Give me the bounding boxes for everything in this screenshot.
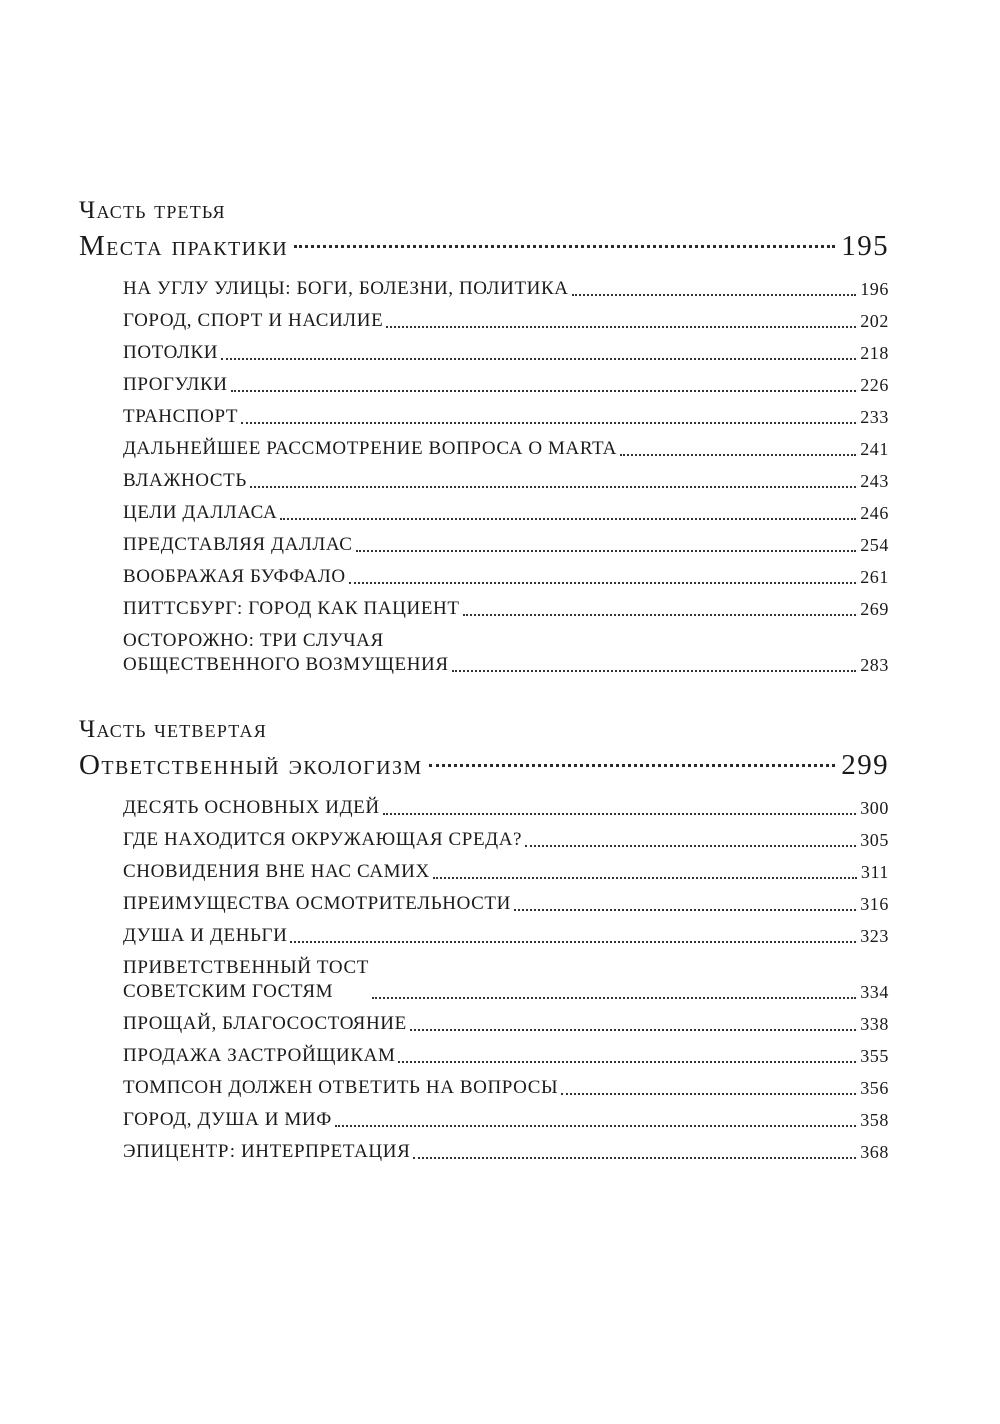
- entry-title: ПРЕИМУЩЕСТВА ОСМОТРИТЕЛЬНОСТИ: [123, 893, 511, 914]
- entry-title: ЭПИЦЕНТР: ИНТЕРПРЕТАЦИЯ: [123, 1141, 411, 1162]
- toc-part-three: [79, 196, 889, 677]
- entry-title: ПРОЩАЙ, БЛАГОСОСТОЯНИЕ: [123, 1013, 407, 1034]
- toc-entry[interactable]: [123, 309, 889, 333]
- entry-page-number: 218: [860, 343, 889, 363]
- entry-page-number: 269: [860, 599, 889, 619]
- entry-title: ВООБРАЖАЯ БУФФАЛО: [123, 566, 346, 587]
- dot-leader: [410, 1029, 856, 1031]
- entry-page-number: 196: [860, 279, 889, 299]
- entry-page-number: 316: [860, 894, 889, 914]
- part-title: Места практики: [79, 230, 289, 262]
- entry-page-number: 241: [860, 439, 889, 459]
- toc-entry[interactable]: [123, 469, 889, 493]
- entry-title: НА УГЛУ УЛИЦЫ: БОГИ, БОЛЕЗНИ, ПОЛИТИКА: [123, 278, 569, 299]
- entry-title: ПРИВЕТСТВЕННЫЙ ТОСТ СОВЕТСКИМ ГОСТЯМ: [123, 957, 369, 1002]
- part-title: Ответственный экологизм: [79, 749, 423, 781]
- toc-entry[interactable]: [123, 1140, 889, 1164]
- part-page-number: 195: [841, 230, 889, 262]
- dot-leader: [572, 294, 857, 296]
- dot-leader: [514, 909, 856, 911]
- dot-leader: [413, 1157, 856, 1159]
- toc-entry[interactable]: [123, 924, 889, 948]
- dot-leader: [386, 326, 856, 328]
- dot-leader: [429, 764, 836, 767]
- dot-leader: [398, 1061, 856, 1063]
- dot-leader: [525, 845, 856, 847]
- part-title-row[interactable]: [79, 229, 889, 273]
- dot-leader: [372, 997, 856, 999]
- toc-entry[interactable]: [123, 277, 889, 301]
- entry-page-number: 355: [860, 1046, 889, 1066]
- toc-part-four: [79, 715, 889, 1164]
- entry-page-number: 300: [860, 798, 889, 818]
- dot-leader: [452, 670, 857, 672]
- dot-leader: [335, 1125, 856, 1127]
- entry-page-number: 246: [860, 503, 889, 523]
- dot-leader: [221, 358, 856, 360]
- toc-entry[interactable]: [123, 796, 889, 820]
- entry-page-number: 233: [860, 407, 889, 427]
- entry-page-number: 226: [860, 375, 889, 395]
- toc-entry[interactable]: [123, 565, 889, 589]
- toc-entry[interactable]: [123, 597, 889, 621]
- entry-page-number: 261: [860, 567, 889, 587]
- entry-page-number: 305: [860, 830, 889, 850]
- entry-page-number: 338: [860, 1014, 889, 1034]
- entry-title: ГОРОД, СПОРТ И НАСИЛИЕ: [123, 310, 384, 331]
- entry-title: ГДЕ НАХОДИТСЯ ОКРУЖАЮЩАЯ СРЕДА?: [123, 829, 523, 850]
- toc-entry[interactable]: [123, 1044, 889, 1068]
- entry-title: ДАЛЬНЕЙШЕЕ РАССМОТРЕНИЕ ВОПРОСА О MARTA: [123, 438, 617, 459]
- toc-entry[interactable]: [123, 860, 889, 884]
- toc-entry[interactable]: [123, 373, 889, 397]
- dot-leader: [463, 614, 857, 616]
- chapter-list: [79, 277, 889, 677]
- entry-page-number: 323: [860, 926, 889, 946]
- dot-leader: [356, 550, 857, 552]
- entry-title: ПОТОЛКИ: [123, 342, 219, 363]
- chapter-list: [79, 796, 889, 1164]
- entry-page-number: 254: [860, 535, 889, 555]
- toc-entry[interactable]: [123, 1108, 889, 1132]
- toc-entry[interactable]: [123, 1012, 889, 1036]
- part-label: Часть четвертая: [79, 716, 267, 743]
- toc-entry[interactable]: [123, 341, 889, 365]
- entry-page-number: 283: [860, 655, 889, 675]
- toc-entry[interactable]: [123, 405, 889, 429]
- dot-leader: [383, 813, 856, 815]
- entry-title: ТРАНСПОРТ: [123, 406, 239, 427]
- toc-entry[interactable]: [123, 501, 889, 525]
- dot-leader: [231, 390, 857, 392]
- toc-entry[interactable]: [123, 533, 889, 557]
- dot-leader: [280, 518, 856, 520]
- dot-leader: [290, 941, 856, 943]
- entry-title: ТОМПСОН ДОЛЖЕН ОТВЕТИТЬ НА ВОПРОСЫ: [123, 1077, 559, 1098]
- dot-leader: [620, 454, 856, 456]
- dot-leader: [294, 245, 835, 248]
- entry-title: ЦЕЛИ ДАЛЛАСА: [123, 502, 278, 523]
- dot-leader: [241, 422, 856, 424]
- toc-entry[interactable]: [123, 892, 889, 916]
- entry-title: СНОВИДЕНИЯ ВНЕ НАС САМИХ: [123, 861, 430, 882]
- entry-page-number: 358: [860, 1110, 889, 1130]
- entry-page-number: 311: [860, 862, 889, 882]
- entry-title: ГОРОД, ДУША И МИФ: [123, 1109, 332, 1130]
- toc-entry[interactable]: [123, 956, 889, 1004]
- dot-leader: [349, 582, 856, 584]
- dot-leader: [433, 877, 857, 879]
- entry-title: ПРЕДСТАВЛЯЯ ДАЛЛАС: [123, 534, 353, 555]
- entry-title: ПРОДАЖА ЗАСТРОЙЩИКАМ: [123, 1045, 396, 1066]
- toc-entry[interactable]: [123, 629, 889, 677]
- dot-leader: [250, 486, 856, 488]
- entry-page-number: 368: [860, 1142, 889, 1162]
- entry-title: ДЕСЯТЬ ОСНОВНЫХ ИДЕЙ: [123, 797, 380, 818]
- entry-title: ВЛАЖНОСТЬ: [123, 470, 247, 491]
- entry-title: ОСТОРОЖНО: ТРИ СЛУЧАЯ ОБЩЕСТВЕННОГО ВОЗМУЩЕНИЯ: [123, 630, 449, 675]
- table-of-contents: [79, 196, 889, 1172]
- entry-title: ПРОГУЛКИ: [123, 374, 228, 395]
- entry-page-number: 356: [860, 1078, 889, 1098]
- entry-title: ДУША И ДЕНЬГИ: [123, 925, 288, 946]
- toc-entry[interactable]: [123, 828, 889, 852]
- toc-entry[interactable]: [123, 437, 889, 461]
- entry-title: ПИТТСБУРГ: ГОРОД КАК ПАЦИЕНТ: [123, 598, 460, 619]
- part-label: Часть третья: [79, 197, 226, 224]
- entry-page-number: 334: [860, 982, 889, 1002]
- part-page-number: 299: [841, 749, 889, 781]
- toc-entry[interactable]: [123, 1076, 889, 1100]
- part-title-row[interactable]: [79, 748, 889, 792]
- entry-page-number: 202: [860, 311, 889, 331]
- dot-leader: [561, 1093, 856, 1095]
- entry-page-number: 243: [860, 471, 889, 491]
